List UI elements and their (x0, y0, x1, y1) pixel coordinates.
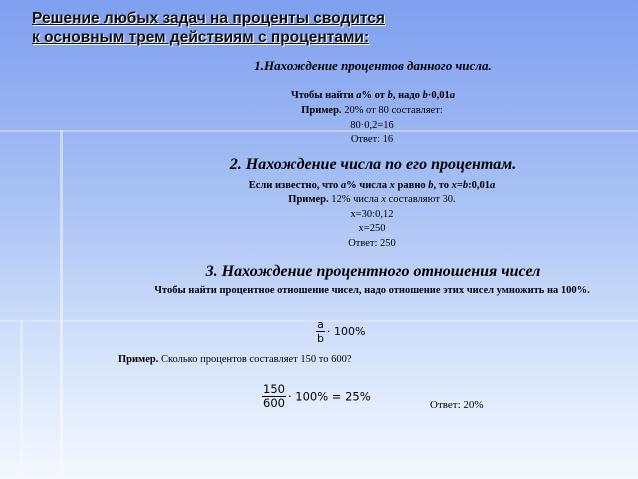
section1-heading: 1.Нахождение процентов данного числа. (254, 58, 492, 73)
rule-text: Чтобы найти (291, 90, 357, 101)
example-text: 20% от 80 составляет: (341, 105, 443, 116)
section1-calc: 80·0,2=16 (350, 120, 394, 131)
rule-var: x (451, 180, 457, 191)
section2-calc-2: x=250 (358, 223, 386, 234)
rule-text: = (456, 180, 463, 191)
section1-answer: Ответ: 16 (350, 134, 394, 145)
example-formula (262, 383, 371, 410)
rule-text: Если известно, что (248, 180, 341, 191)
example-label: Пример. (118, 354, 159, 365)
example-text: 12% числа (328, 194, 382, 205)
fraction (262, 383, 286, 410)
example-label: Пример. (301, 105, 342, 116)
rule-text: , то (433, 180, 452, 191)
rule-var: x (389, 180, 395, 191)
rule-var: a (340, 180, 347, 191)
rule-var: a (449, 90, 455, 101)
example-label: Пример. (288, 194, 329, 205)
title-line-1: Решение любых задач на проценты сводится (32, 10, 385, 27)
rule-var: a (490, 180, 496, 191)
rule-var: b (387, 90, 393, 101)
fraction (316, 318, 325, 345)
decorative-light-ray (0, 130, 638, 132)
example-var: x (381, 194, 386, 205)
rule-var: b (422, 90, 428, 101)
fraction-denominator: b (317, 332, 324, 345)
section2-answer: Ответ: 250 (348, 238, 396, 249)
percent-ratio-formula (316, 318, 365, 345)
slide-title (32, 9, 385, 47)
rule-text: :0,01 (468, 180, 491, 191)
section3-answer: Ответ: 20% (430, 399, 484, 411)
fraction-numerator: a (317, 318, 324, 331)
example-text: составляют 30. (385, 194, 456, 205)
section1-rule (291, 90, 455, 101)
rule-text: ·0,01 (427, 90, 450, 101)
rule-var: a (356, 90, 362, 101)
section2-example (288, 194, 455, 205)
decorative-light-ray (20, 320, 23, 479)
section2-calc-1: x=30:0,12 (350, 209, 394, 220)
section2-rule (249, 180, 496, 191)
example-text: Сколько процентов составляет 150 то 600? (158, 354, 352, 365)
decorative-light-ray (60, 130, 63, 479)
rule-var: b (428, 180, 434, 191)
formula-rest: · 100% = 25% (287, 389, 371, 404)
fraction-denominator: 600 (263, 396, 285, 410)
section1-example (301, 105, 443, 116)
rule-text: , надо (392, 90, 423, 101)
rule-text: равно (394, 180, 429, 191)
section3-rule: Чтобы найти процентное отношение чисел, надо отношение этих чисел умножить на 100%. (154, 285, 590, 296)
section2-heading: 2. Нахождение числа по его процентам. (229, 156, 517, 173)
fraction-numerator: 150 (263, 382, 285, 396)
rule-text: % от (361, 90, 388, 101)
rule-text: % числа (346, 180, 390, 191)
section3-example (118, 354, 352, 365)
title-line-2: к основным трем действиям с процентами: (32, 29, 370, 46)
formula-rest: · 100% (326, 325, 366, 338)
rule-var: b (462, 180, 469, 191)
section3-heading: 3. Нахождение процентного отношения чисел (205, 263, 541, 280)
